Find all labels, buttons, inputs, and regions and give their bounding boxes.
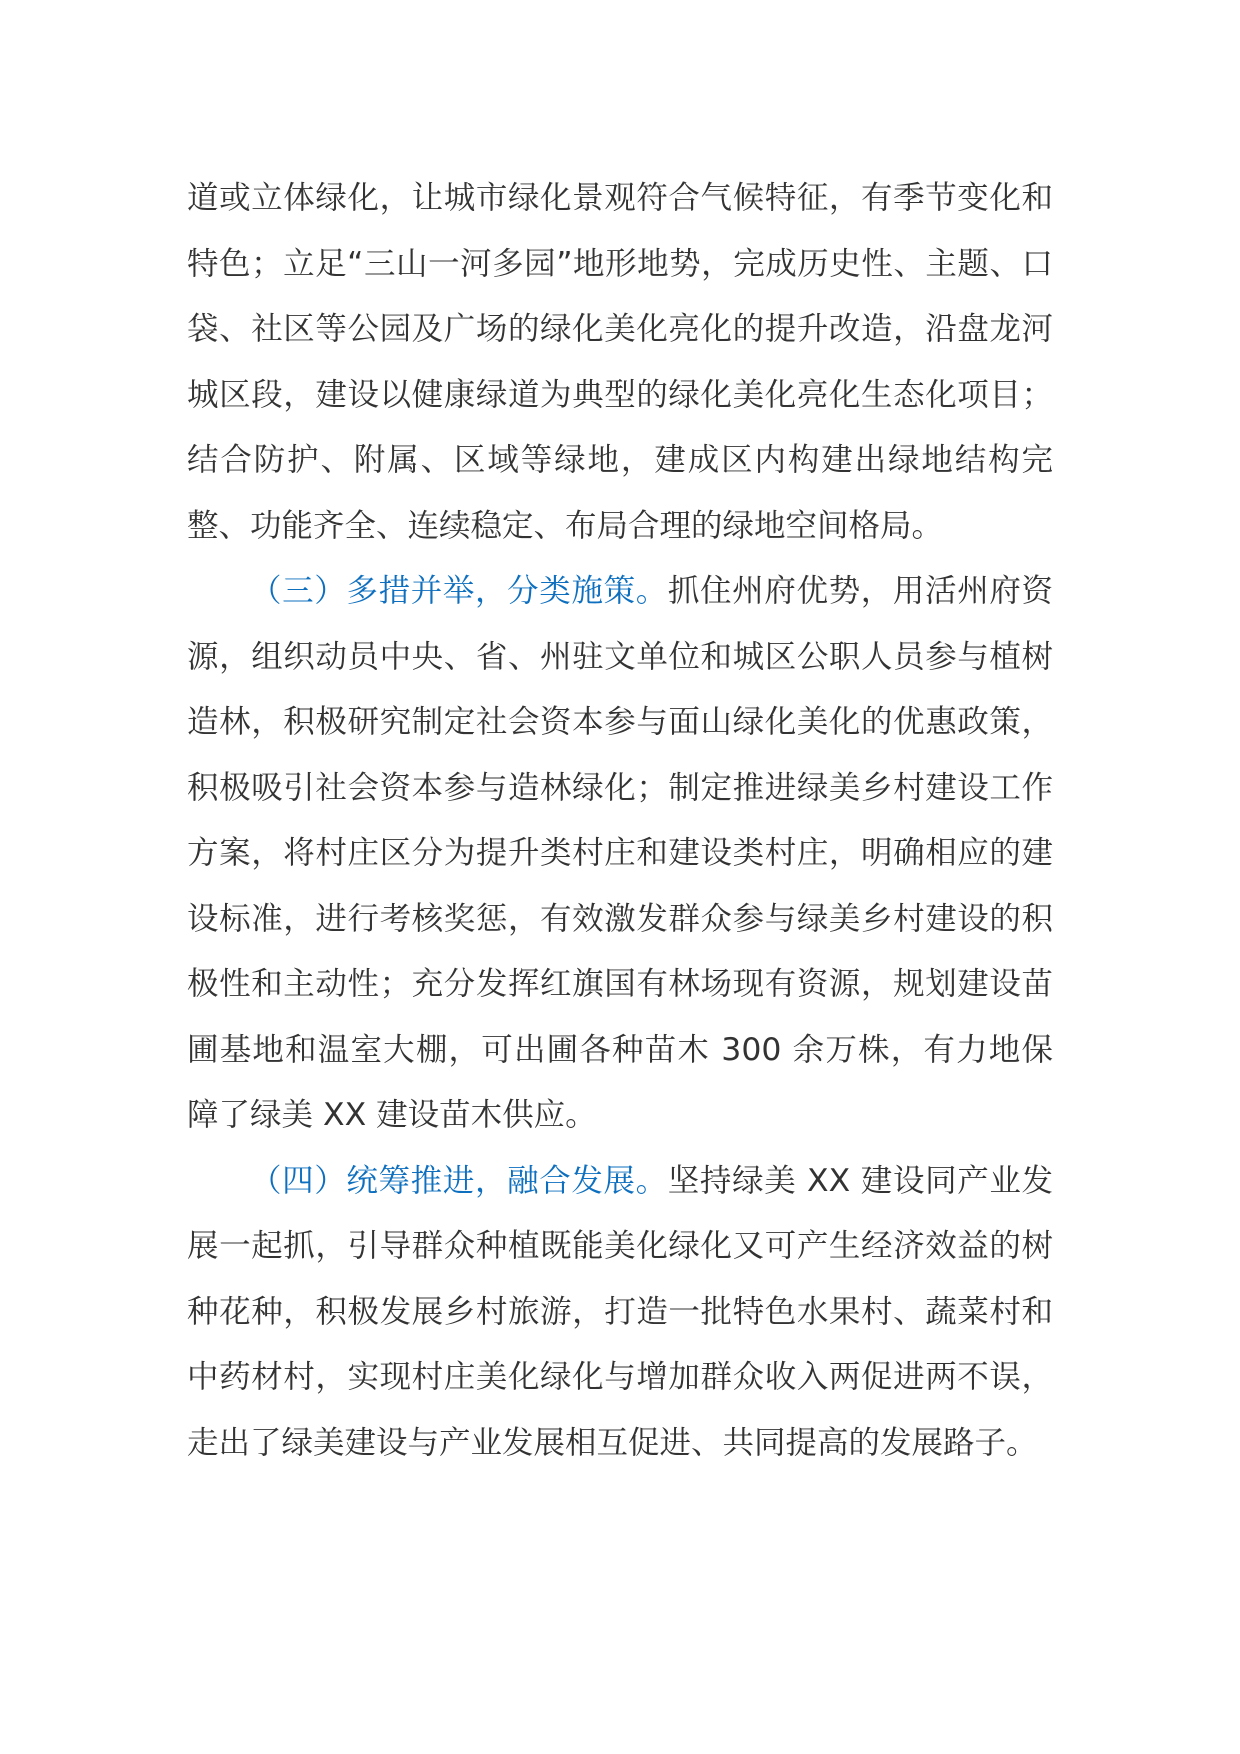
section-4-text: 坚持绿美 XX 建设同产业发展一起抓，引导群众种植既能美化绿化又可产生经济效益的树种花种，积极发展乡村旅游，打造一批特色水果村、蔬菜村和中药材村，实现村庄美化绿化与增加群众收入两促进两不误，走出了绿美建设与产业发展相互促进、共同提高的发展路子。: [187, 1162, 1053, 1461]
paragraph-section-4: [187, 1149, 1053, 1477]
paragraph-continuation: [187, 166, 1053, 559]
section-3-text: 抓住州府优势，用活州府资源，组织动员中央、省、州驻文单位和城区公职人员参与植树造林，积极研究制定社会资本参与面山绿化美化的优惠政策，积极吸引社会资本参与造林绿化；制定推进绿美乡村建设工作方案，将村庄区分为提升类村庄和建设类村庄，明确相应的建设标准，进行考核奖惩，有效激发群众参与绿美乡村建设的积极性和主动性；充分发挥红旗国有林场现有资源，规划建设苗圃基地和温室大棚，可出圃各种苗木 300 余万株，有力地保障了绿美 XX 建设苗木供应。: [187, 573, 1053, 1133]
section-3-heading: （三）多措并举，分类施策。: [250, 573, 668, 609]
paragraph-section-3: [187, 559, 1053, 1149]
section-4-heading: （四）统筹推进，融合发展。: [250, 1162, 668, 1199]
paragraph-1-text: 道或立体绿化，让城市绿化景观符合气候特征，有季节变化和特色；立足“三山一河多园”地形地势，完成历史性、主题、口袋、社区等公园及广场的绿化美化亮化的提升改造，沿盘龙河城区段，建设以健康绿道为典型的绿化美化亮化生态化项目；结合防护、附属、区域等绿地，建成区内构建出绿地结构完整、功能齐全、连续稳定、布局合理的绿地空间格局。: [187, 180, 1053, 544]
document-body: [187, 166, 1053, 1476]
